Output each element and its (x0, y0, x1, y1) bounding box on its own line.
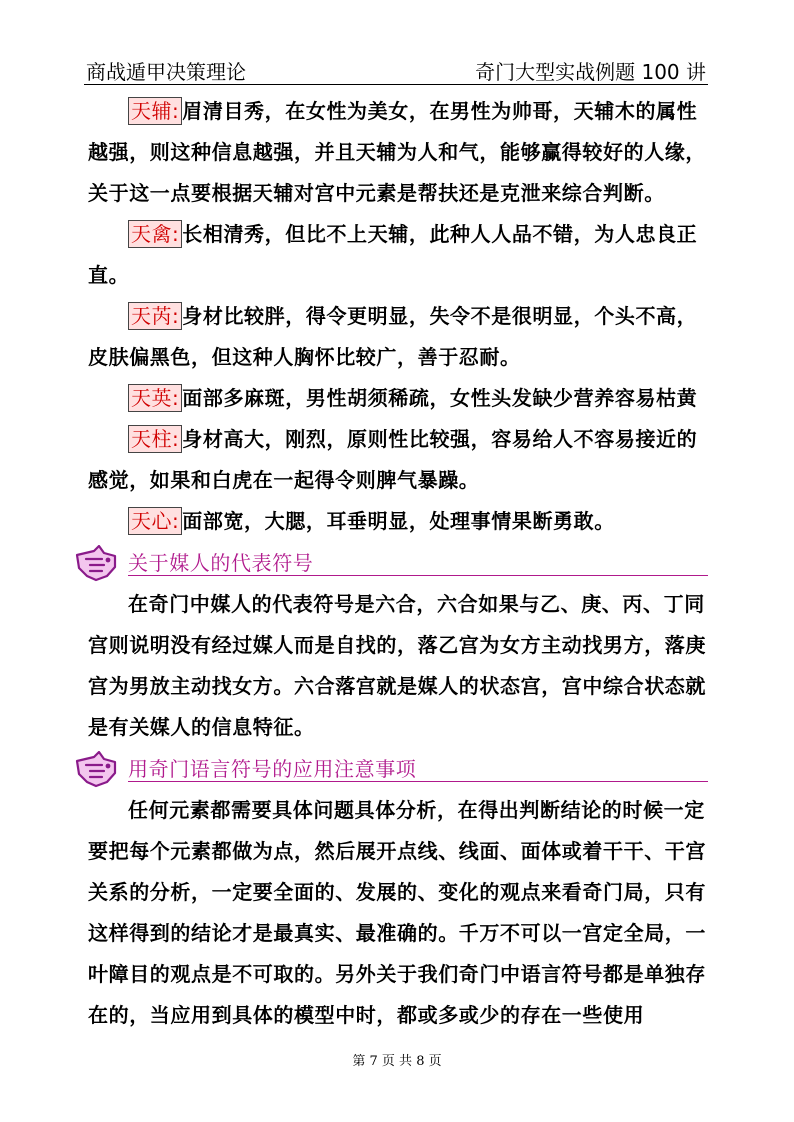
star-tag: 天芮: (128, 302, 182, 330)
star-tag: 天英: (128, 384, 182, 412)
page-header (84, 52, 708, 85)
star-paragraph-tianfu (88, 91, 708, 214)
section-body-notes: 任何元素都需要具体问题具体分析，在得出判断结论的时候一定要把每个元素都做为点，然后展开点线、线面、面体或着干干、干宫关系的分析，一定要全面的、发展的、变化的观点来看奇门局，只有这样得到的结论才是最真实、最准确的。千万不可以一宫定全局，一叶障目的观点是不可取的。另外关于我们奇门中语言符号都是单独存在的，当应用到具体的模型中时，都或多或少的存在一些使用 (88, 798, 706, 1027)
star-description: 身材比较胖，得令更明显，失令不是很明显，个头不高，皮肤偏黑色，但这种人胸怀比较广，善于忍耐。 (88, 304, 698, 369)
star-description: 面部多麻斑，男性胡须稀疏，女性头发缺少营养容易枯黄 (182, 386, 698, 410)
section-heading-matchmaker (88, 543, 708, 584)
section-body-matchmaker: 在奇门中媒人的代表符号是六合，六合如果与乙、庚、丙、丁同宫则说明没有经过媒人而是自找的，落乙宫为女方主动找男方，落庚宫为男放主动找女方。六合落宫就是媒人的状态宫，宫中综合状态就是有关媒人的信息特征。 (88, 592, 706, 739)
star-tag: 天柱: (128, 425, 182, 453)
pointing-hand-icon (74, 545, 118, 583)
star-description: 身材高大，刚烈，原则性比较强，容易给人不容易接近的感觉，如果和白虎在一起得令则脾气暴躁。 (88, 427, 698, 492)
star-paragraph-tianrui (88, 296, 708, 378)
page-content (88, 91, 708, 1036)
star-description: 眉清目秀，在女性为美女，在男性为帅哥，天辅木的属性越强，则这种信息越强，并且天辅为人和气，能够赢得较好的人缘，关于这一点要根据天辅对宫中元素是帮扶还是克泄来综合判断。 (88, 99, 706, 205)
star-description: 长相清秀，但比不上天辅，此种人人品不错，为人忠良正直。 (88, 222, 698, 287)
section-heading-text: 关于媒人的代表符号 (128, 551, 314, 575)
star-tag: 天心: (128, 507, 182, 535)
star-paragraph-tianying (88, 378, 708, 419)
star-paragraph-tianzhu (88, 419, 708, 501)
section-heading-text: 用奇门语言符号的应用注意事项 (128, 757, 417, 781)
heading-underline (128, 575, 708, 576)
section-heading-notes (88, 749, 708, 790)
star-tag: 天禽: (128, 220, 182, 248)
heading-underline (128, 781, 708, 782)
pointing-hand-icon (74, 751, 118, 789)
star-description: 面部宽，大腮，耳垂明显，处理事情果断勇敢。 (182, 509, 615, 533)
page-footer: 第 7 页 共 8 页 (352, 1054, 442, 1069)
star-tag: 天辅: (128, 97, 182, 125)
header-right-title: 奇门大型实战例题 100 讲 (475, 60, 706, 84)
star-paragraph-tianqin (88, 214, 708, 296)
header-left-title: 商战遁甲决策理论 (86, 60, 246, 84)
star-paragraph-tianxin (88, 501, 708, 542)
